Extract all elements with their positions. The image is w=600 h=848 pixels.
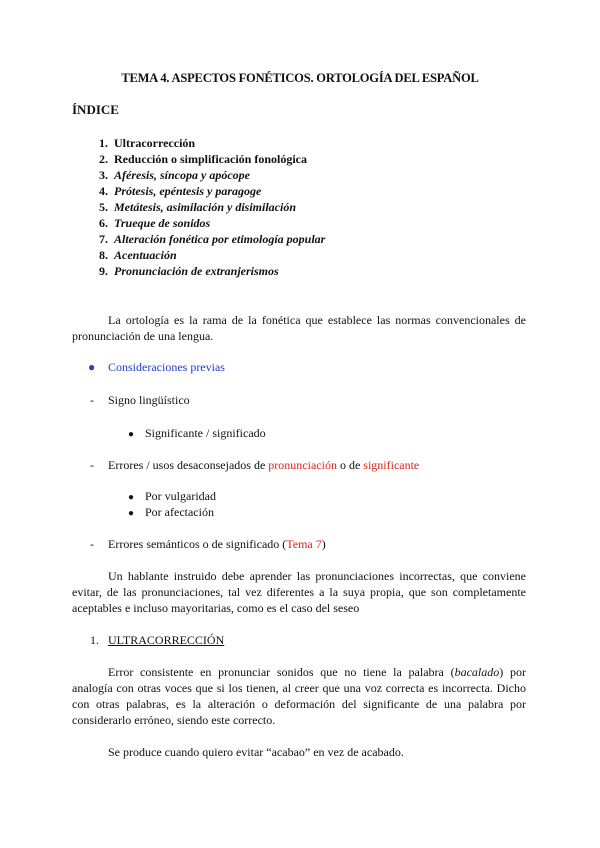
sub-bullet-label: Por vulgaridad (145, 489, 216, 503)
considerations-label: Consideraciones previas (108, 360, 225, 374)
index-list (72, 135, 325, 279)
index-item (72, 199, 325, 215)
dash-item-label: Signo lingüístico (108, 393, 190, 407)
error-paragraph (72, 664, 526, 728)
index-number: 5. (99, 200, 108, 214)
section-number: 1. (90, 633, 99, 647)
index-number: 4. (99, 184, 108, 198)
index-number: 7. (99, 232, 108, 246)
section-heading-ultracorreccion (90, 632, 224, 648)
index-item (72, 247, 325, 263)
index-label: Ultracorrección (114, 136, 196, 150)
index-item (72, 151, 325, 167)
dash-item-label: o de (336, 458, 364, 472)
index-number: 6. (99, 216, 108, 230)
index-heading: ÍNDICE (72, 102, 119, 117)
sub-bullet-label: Significante / significado (145, 426, 266, 440)
sub-bullet-significante (128, 425, 266, 443)
dash-marker: - (90, 458, 94, 472)
sub-bullet-label: Por afectación (145, 505, 214, 519)
hablante-paragraph: Un hablante instruido debe aprender las pronunciaciones incorrectas, que conviene evitar, de las pronunciaciones, tal vez diferentes a la suya propia, que son completamente aceptables e incluso mayoritarias, como es el caso del seseo (72, 569, 526, 615)
dash-item-signo (90, 392, 190, 408)
dash-item-semanticos (90, 536, 326, 552)
paragraph-text: ) por analogía con otras voces que si los tienen, al creer que una voz correcta es incorrecta. Dicho con otras palabras, es la alteración o deformación del significante de una palabra por considerarlo erróneo, siendo este correcto. (72, 665, 526, 727)
highlight-red: significante (363, 458, 420, 472)
index-label: Reducción o simplificación fonológica (114, 152, 307, 166)
index-label: Metátesis, asimilación y disimilación (114, 200, 297, 214)
index-number: 9. (99, 264, 108, 278)
paragraph-emphasis: bacalado (454, 665, 500, 679)
highlight-red: Tema 7 (286, 537, 322, 551)
section-label: ULTRACORRECCIÓN (108, 633, 225, 647)
produce-paragraph: Se produce cuando quiero evitar “acabao” en vez de acabado. (108, 745, 404, 759)
index-item (72, 231, 325, 247)
highlight-red: pronunciación (268, 458, 337, 472)
index-number: 2. (99, 152, 108, 166)
index-label: Alteración fonética por etimología popular (114, 232, 326, 246)
dash-item-label: Errores semánticos o de significado ( (108, 537, 287, 551)
dash-marker: - (90, 537, 94, 551)
bullet-icon: ● (88, 360, 96, 374)
index-number: 1. (99, 136, 108, 150)
index-label: Prótesis, epéntesis y paragoge (114, 184, 262, 198)
index-number: 8. (99, 248, 108, 262)
index-item (72, 183, 325, 199)
dash-item-label: Errores / usos desaconsejados de (108, 458, 269, 472)
sub-bullet-afectacion (128, 504, 214, 522)
index-label: Acentuación (114, 248, 177, 262)
index-item (72, 215, 325, 231)
intro-paragraph: La ortología es la rama de la fonética que establece las normas convencionales de pronunciación de una lengua. (72, 313, 526, 343)
index-item (72, 263, 325, 279)
index-item (72, 135, 325, 151)
considerations-bullet (88, 359, 225, 375)
dash-item-errores (90, 457, 419, 473)
index-number: 3. (99, 168, 108, 182)
paragraph-text: Error consistente en pronunciar sonidos que no tiene la palabra ( (108, 665, 455, 679)
index-label: Pronunciación de extranjerismos (114, 264, 279, 278)
bullet-icon: ● (128, 429, 135, 440)
index-item (72, 167, 325, 183)
dash-marker: - (90, 393, 94, 407)
dash-item-label: ) (321, 537, 326, 551)
index-label: Trueque de sonidos (114, 216, 211, 230)
bullet-icon: ● (128, 508, 135, 519)
index-label: Aféresis, síncopa y apócope (114, 168, 250, 182)
document-title: TEMA 4. ASPECTOS FONÉTICOS. ORTOLOGÍA DEL ESPAÑOL (121, 71, 479, 85)
bullet-icon: ● (128, 492, 135, 503)
